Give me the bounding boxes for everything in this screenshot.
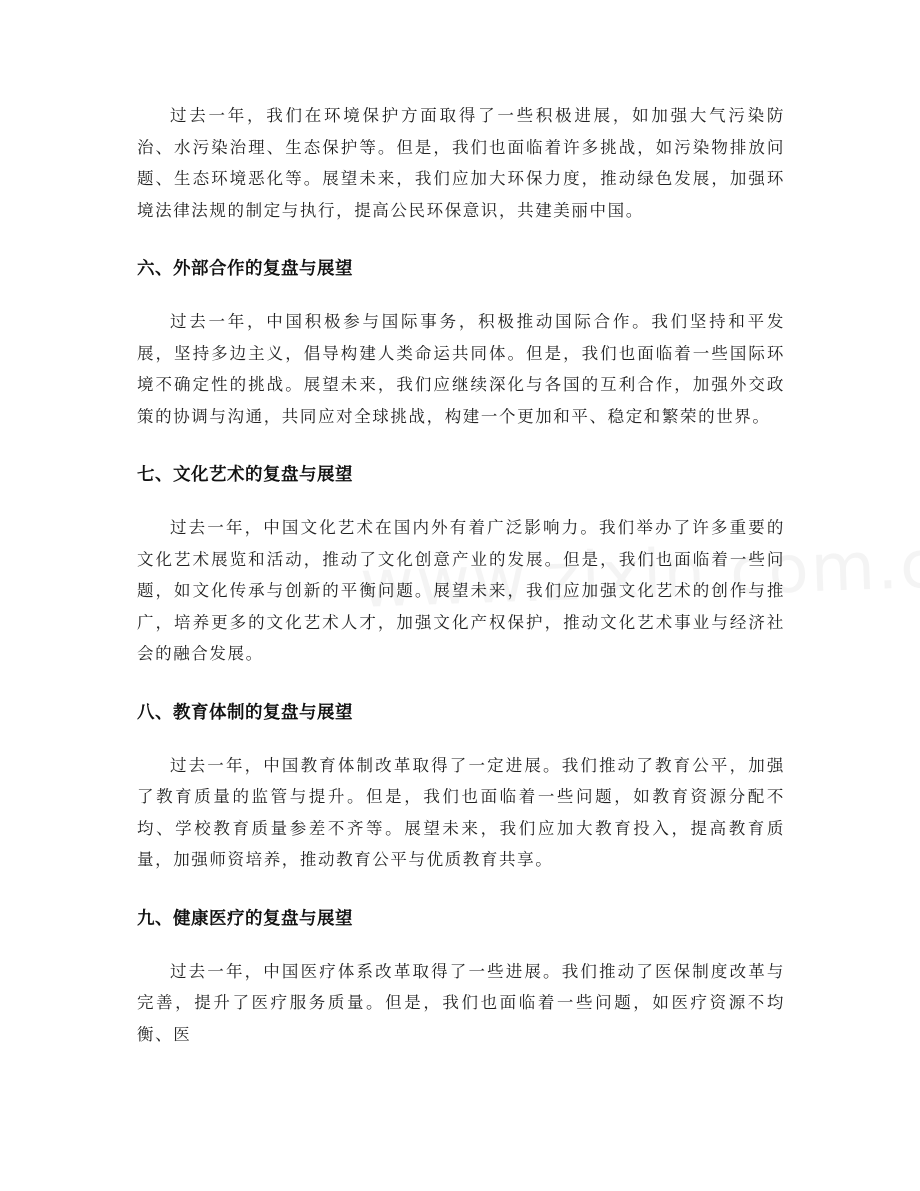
paragraph-environment: 过去一年，我们在环境保护方面取得了一些积极进展，如加强大气污染防治、水污染治理、生态保护等。但是，我们也面临着许多挑战，如污染物排放问题、生态环境恶化等。展望未来，我们应加大环保力度，推动绿色发展，加强环境法律法规的制定与执行，提高公民环保意识，共建美丽中国。 [137, 106, 785, 220]
paragraph-culture-arts: 过去一年，中国文化艺术在国内外有着广泛影响力。我们举办了许多重要的文化艺术展览和活动，推动了文化创意产业的发展。但是，我们也面临着一些问题，如文化传承与创新的平衡问题。展望未来，我们应加强文化艺术的创作与推广，培养更多的文化艺术人才，加强文化产权保护，推动文化艺术事业与经济社会的融合发展。 [137, 518, 785, 663]
section-heading-culture-arts: 七、文化艺术的复盘与展望 [137, 465, 353, 485]
paragraph-education: 过去一年，中国教育体制改革取得了一定进展。我们推动了教育公平，加强了教育质量的监管与提升。但是，我们也面临着一些问题，如教育资源分配不均、学校教育质量参差不齐等。展望未来，我们应加大教育投入，提高教育质量，加强师资培养，推动教育公平与优质教育共享。 [137, 755, 785, 869]
document-body [137, 100, 785, 1050]
section-heading-education: 八、教育体制的复盘与展望 [137, 702, 353, 723]
section-heading-health: 九、健康医疗的复盘与展望 [137, 908, 353, 929]
section-heading-external-cooperation: 六、外部合作的复盘与展望 [137, 259, 353, 279]
paragraph-health: 过去一年，中国医疗体系改革取得了一些进展。我们推动了医保制度改革与完善，提升了医疗服务质量。但是，我们也面临着一些问题，如医疗资源不均衡、医 [137, 961, 785, 1044]
paragraph-external-cooperation: 过去一年，中国积极参与国际事务，积极推动国际合作。我们坚持和平发展，坚持多边主义，倡导构建人类命运共同体。但是，我们也面临着一些国际环境不确定性的挑战。展望未来，我们应继续深化与各国的互利合作，加强外交政策的协调与沟通，共同应对全球挑战，构建一个更加和平、稳定和繁荣的世界。 [137, 312, 785, 426]
